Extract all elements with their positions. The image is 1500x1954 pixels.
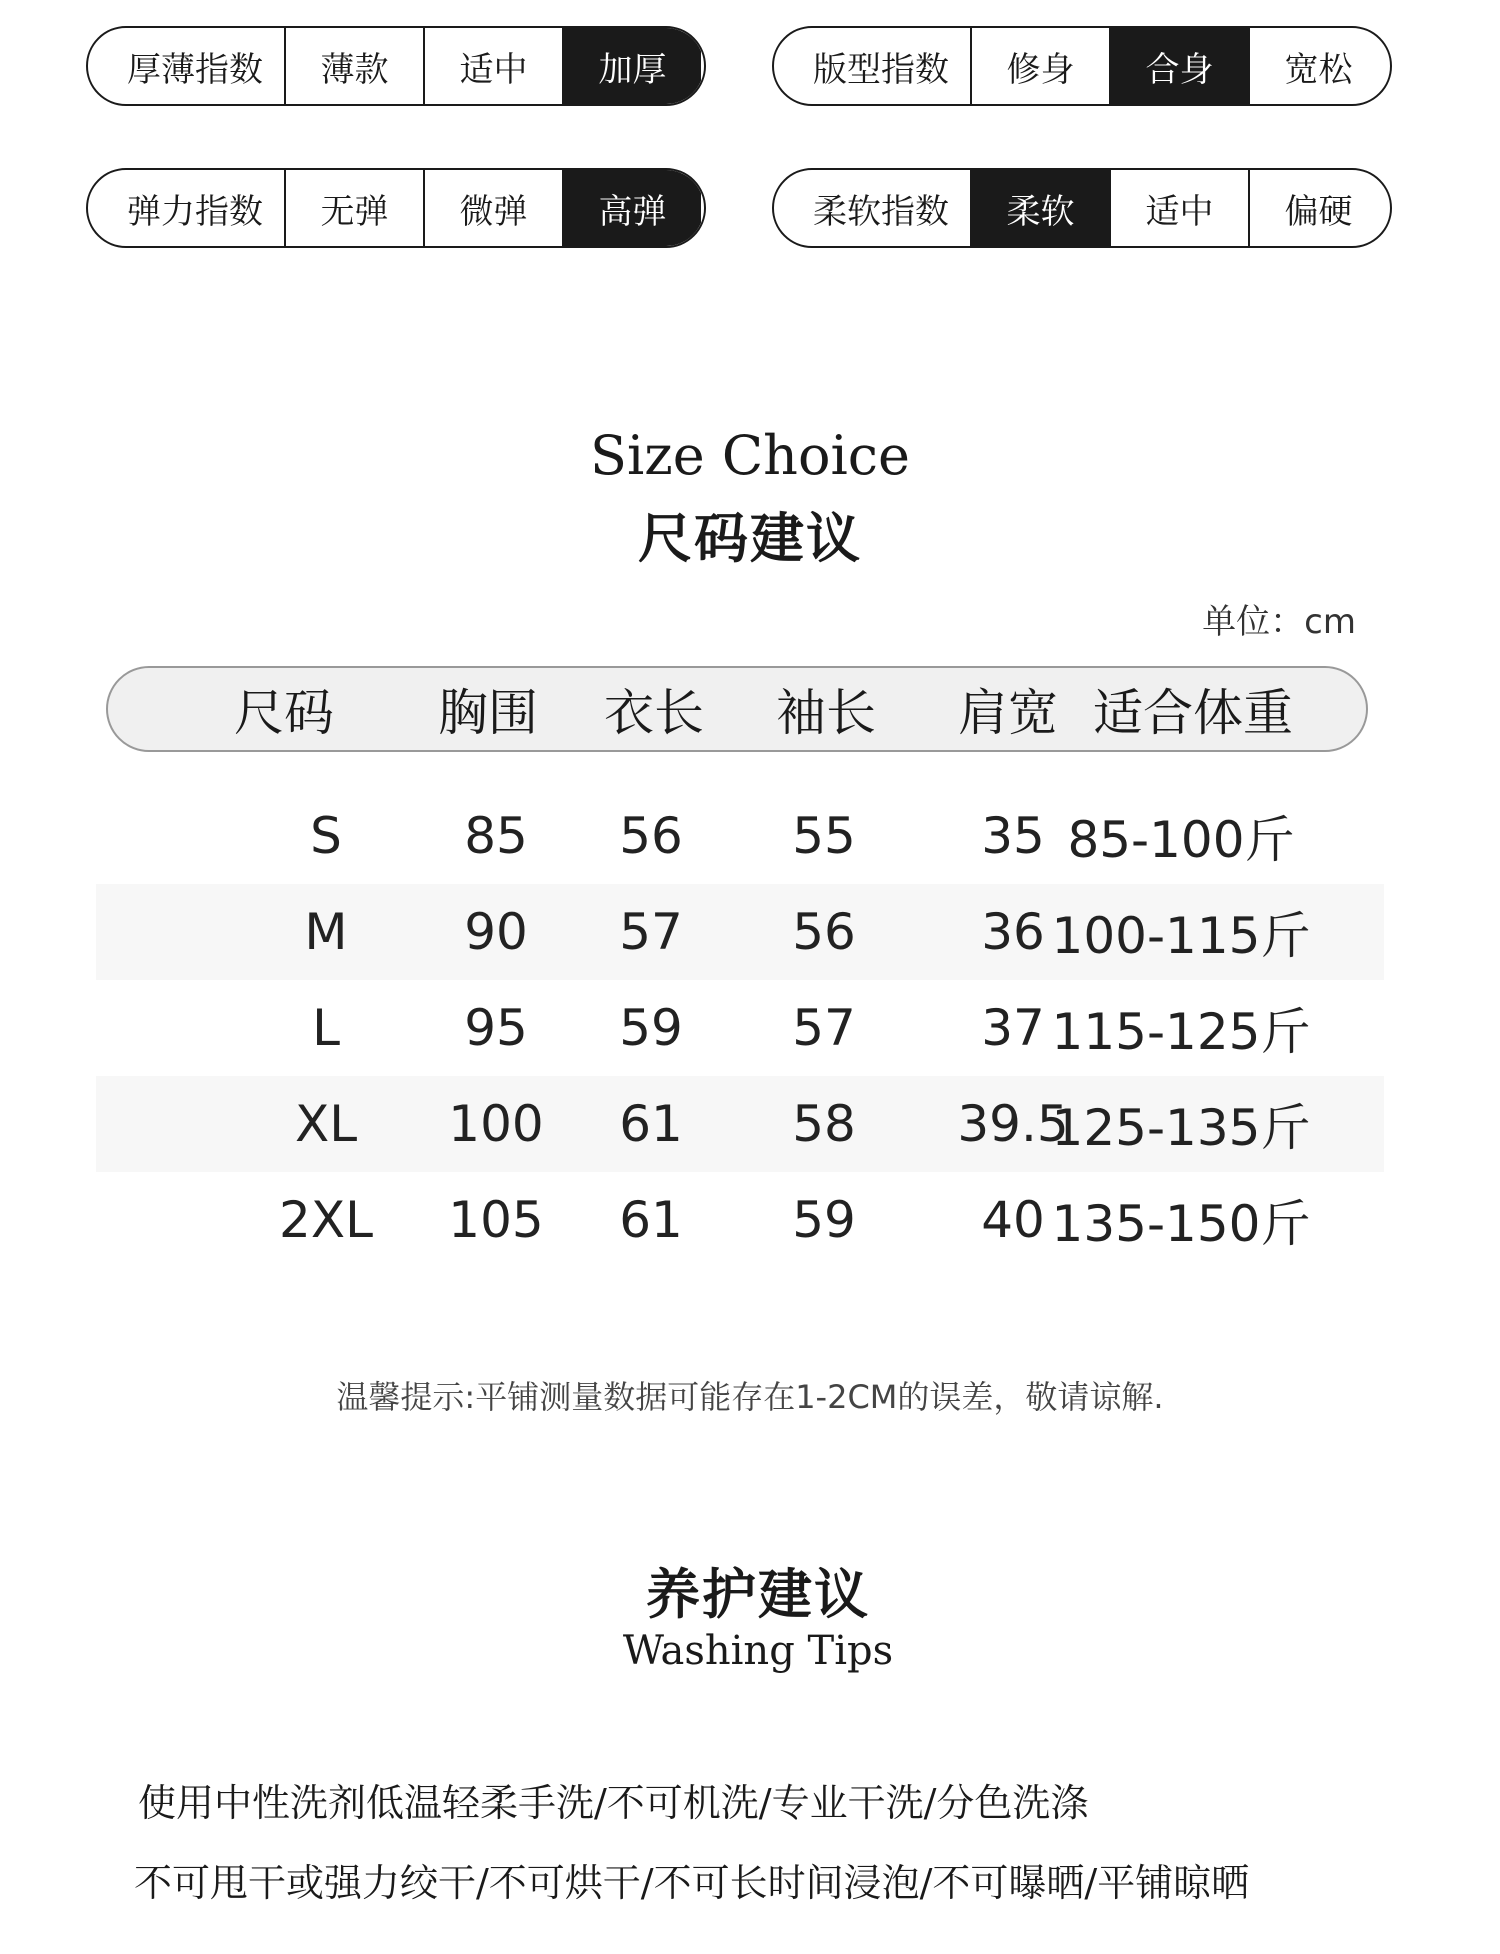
cell-length: 61 [619,1191,683,1249]
cell-sleeve: 58 [792,1095,856,1153]
washing-title-cn: 养护建议 [646,1563,870,1626]
header-length: 衣长 [604,684,704,742]
cell-chest: 105 [448,1191,544,1249]
cell-chest: 100 [448,1095,544,1153]
index-option: 微弹 [423,170,562,246]
cell-chest: 85 [464,807,528,865]
washing-instruction: 不可甩干或强力绞干/不可烘干/不可长时间浸泡/不可曝晒/平铺晾晒 [134,1861,1250,1905]
table-row [96,884,1384,980]
cell-chest: 90 [464,903,528,961]
cell-size: 2XL [279,1191,373,1249]
index-option-selected: 合身 [1109,28,1248,104]
header-chest: 胸围 [438,684,538,742]
table-row [96,1172,1384,1268]
table-row [96,1076,1384,1172]
cell-size: S [310,807,342,865]
table-row [96,980,1384,1076]
cell-length: 57 [619,903,683,961]
header-shoulder: 肩宽 [958,684,1058,742]
measurement-note: 温馨提示:平铺测量数据可能存在1-2CM的误差，敬请谅解. [336,1378,1164,1416]
unit-label: 单位：cm [1202,602,1356,642]
washing-title-en: Washing Tips [622,1628,894,1674]
cell-weight: 100-115斤 [1051,907,1311,965]
softness-index [772,168,1392,248]
cell-shoulder: 35 [981,807,1045,865]
cell-shoulder: 40 [981,1191,1045,1249]
cell-size: M [304,903,348,961]
index-option-selected: 高弹 [562,170,701,246]
cell-length: 61 [619,1095,683,1153]
index-label: 弹力指数 [127,191,263,232]
index-label: 厚薄指数 [127,49,263,90]
cell-shoulder: 36 [981,903,1045,961]
index-option: 无弹 [284,170,423,246]
thickness-index [86,26,706,106]
header-weight: 适合体重 [1093,684,1293,742]
index-option: 偏硬 [1248,170,1387,246]
washing-instruction: 使用中性洗剂低温轻柔手洗/不可机洗/专业干洗/分色洗涤 [138,1781,1089,1825]
header-sleeve: 袖长 [776,684,876,742]
index-option-selected: 加厚 [562,28,701,104]
cell-weight: 125-135斤 [1051,1099,1311,1157]
cell-sleeve: 59 [792,1191,856,1249]
cell-sleeve: 55 [792,807,856,865]
index-label: 版型指数 [813,49,949,90]
index-label: 柔软指数 [813,191,949,232]
cell-length: 56 [619,807,683,865]
size-title-cn: 尺码建议 [638,507,862,570]
elasticity-index [86,168,706,248]
index-option: 适中 [1109,170,1248,246]
cell-weight: 135-150斤 [1051,1195,1311,1253]
table-row [96,788,1384,884]
header-size: 尺码 [234,684,334,742]
fit-index [772,26,1392,106]
cell-shoulder: 39.5 [957,1095,1069,1153]
index-option: 适中 [423,28,562,104]
cell-size: XL [294,1095,358,1153]
cell-chest: 95 [464,999,528,1057]
index-option-selected: 柔软 [970,170,1109,246]
size-table-header [106,666,1368,752]
index-option: 修身 [970,28,1109,104]
cell-sleeve: 56 [792,903,856,961]
cell-size: L [312,999,340,1057]
index-option: 薄款 [284,28,423,104]
index-option: 宽松 [1248,28,1387,104]
cell-weight: 115-125斤 [1051,1003,1311,1061]
cell-length: 59 [619,999,683,1057]
cell-shoulder: 37 [981,999,1045,1057]
size-table-body [96,788,1384,1268]
size-title-en: Size Choice [590,424,910,487]
cell-weight: 85-100斤 [1067,811,1295,869]
cell-sleeve: 57 [792,999,856,1057]
